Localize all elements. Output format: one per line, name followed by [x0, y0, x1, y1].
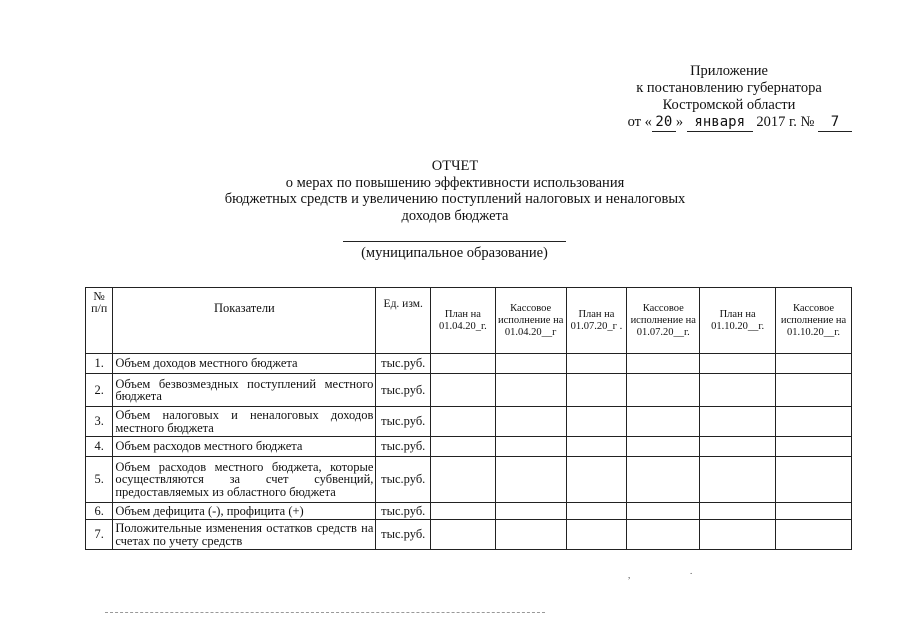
- row-unit: тыс.руб.: [376, 520, 431, 550]
- cell-exec-q1: [495, 437, 566, 457]
- row-indicator: Объем дефицита (-), профицита (+): [113, 503, 376, 520]
- cell-plan-q3: [700, 407, 776, 437]
- row-indicator: Объем расходов местного бюджета, которые осуществляются за счет субвенций, предоставляемых из областного бюджета: [113, 457, 376, 503]
- row-indicator: Объем расходов местного бюджета: [113, 437, 376, 457]
- cell-exec-q1: [495, 457, 566, 503]
- appendix-date-line: [598, 114, 860, 132]
- cell-exec-q1: [495, 503, 566, 520]
- cell-plan-q3: [700, 354, 776, 374]
- header-plan-q3: План на 01.10.20__г.: [700, 288, 776, 354]
- row-unit: тыс.руб.: [376, 354, 431, 374]
- cell-plan-q2: [566, 437, 627, 457]
- cell-exec-q3: [776, 457, 852, 503]
- report-title: ОТЧЕТ: [431, 158, 479, 174]
- scan-speck: ,: [628, 570, 631, 580]
- scan-speck: .: [690, 566, 693, 576]
- header-unit: Ед. изм.: [376, 288, 431, 354]
- cell-plan-q3: [700, 437, 776, 457]
- header-plan-q2: План на 01.07.20_г .: [566, 288, 627, 354]
- cell-plan-q2: [566, 354, 627, 374]
- header-plan-q1: План на 01.04.20_г.: [431, 288, 496, 354]
- cell-exec-q1: [495, 374, 566, 407]
- cell-exec-q3: [776, 407, 852, 437]
- report-subtitle-1: о мерах по повышению эффективности использования: [285, 174, 625, 191]
- report-subtitle-3: доходов бюджета: [401, 207, 509, 224]
- cell-plan-q1: [431, 354, 496, 374]
- cell-plan-q1: [431, 520, 496, 550]
- report-table: [85, 287, 852, 550]
- cell-plan-q1: [431, 503, 496, 520]
- row-num: 2.: [86, 374, 113, 407]
- table-row: [86, 437, 852, 457]
- row-unit: тыс.руб.: [376, 457, 431, 503]
- cell-exec-q2: [627, 437, 700, 457]
- date-month: января: [687, 114, 753, 132]
- row-num: 6.: [86, 503, 113, 520]
- cell-exec-q1: [495, 407, 566, 437]
- cell-plan-q3: [700, 503, 776, 520]
- report-title-block: [160, 158, 750, 224]
- row-num: 5.: [86, 457, 113, 503]
- table-row: [86, 457, 852, 503]
- cell-exec-q3: [776, 520, 852, 550]
- header-exec-q1: Кассовое исполнение на 01.04.20__г: [495, 288, 566, 354]
- cell-plan-q1: [431, 407, 496, 437]
- cell-exec-q1: [495, 354, 566, 374]
- cell-exec-q2: [627, 374, 700, 407]
- cell-plan-q2: [566, 407, 627, 437]
- cell-plan-q2: [566, 457, 627, 503]
- cell-plan-q2: [566, 374, 627, 407]
- cell-plan-q1: [431, 374, 496, 407]
- row-unit: тыс.руб.: [376, 503, 431, 520]
- cell-exec-q3: [776, 503, 852, 520]
- appendix-line2: к постановлению губернатора: [636, 80, 822, 96]
- row-indicator: Объем налоговых и неналоговых доходов местного бюджета: [113, 407, 376, 437]
- cell-exec-q2: [627, 503, 700, 520]
- table-row: [86, 407, 852, 437]
- decree-number: 7: [818, 114, 852, 132]
- row-unit: тыс.руб.: [376, 407, 431, 437]
- row-num: 7.: [86, 520, 113, 550]
- municipality-label: (муниципальное образование): [361, 245, 548, 261]
- row-unit: тыс.руб.: [376, 437, 431, 457]
- cell-plan-q1: [431, 457, 496, 503]
- header-exec-q2: Кассовое исполнение на 01.07.20__г.: [627, 288, 700, 354]
- cell-exec-q3: [776, 437, 852, 457]
- row-indicator: Объем доходов местного бюджета: [113, 354, 376, 374]
- cell-plan-q1: [431, 437, 496, 457]
- date-year: 2017 г. №: [756, 114, 815, 130]
- cell-plan-q3: [700, 457, 776, 503]
- report-subtitle-2: бюджетных средств и увеличению поступлений налоговых и неналоговых: [224, 191, 686, 207]
- cell-plan-q2: [566, 503, 627, 520]
- table-row: [86, 503, 852, 520]
- cell-exec-q3: [776, 374, 852, 407]
- row-indicator: Положительные изменения остатков средств на счетах по учету средств: [113, 520, 376, 550]
- row-num: 1.: [86, 354, 113, 374]
- header-exec-q3: Кассовое исполнение на 01.10.20__г.: [776, 288, 852, 354]
- municipality-blank-line: [343, 241, 566, 242]
- cell-exec-q2: [627, 520, 700, 550]
- table-row: [86, 354, 852, 374]
- appendix-title: Приложение: [690, 63, 768, 79]
- cell-exec-q1: [495, 520, 566, 550]
- row-num: 3.: [86, 407, 113, 437]
- cell-plan-q3: [700, 374, 776, 407]
- cell-exec-q2: [627, 457, 700, 503]
- scan-edge-line: [105, 612, 545, 613]
- appendix-block: [598, 63, 860, 132]
- cell-exec-q3: [776, 354, 852, 374]
- date-day: 20: [652, 114, 676, 132]
- cell-exec-q2: [627, 407, 700, 437]
- table-row: [86, 520, 852, 550]
- header-indicators: Показатели: [113, 288, 376, 354]
- table-header-row: [86, 288, 852, 354]
- appendix-line3: Костромской области: [662, 97, 796, 113]
- table-row: [86, 374, 852, 407]
- cell-exec-q2: [627, 354, 700, 374]
- cell-plan-q2: [566, 520, 627, 550]
- row-indicator: Объем безвозмездных поступлений местного бюджета: [113, 374, 376, 407]
- header-num: № п/п: [86, 288, 113, 354]
- row-unit: тыс.руб.: [376, 374, 431, 407]
- date-mid: »: [675, 114, 684, 130]
- date-prefix: от «: [627, 114, 652, 130]
- row-num: 4.: [86, 437, 113, 457]
- cell-plan-q3: [700, 520, 776, 550]
